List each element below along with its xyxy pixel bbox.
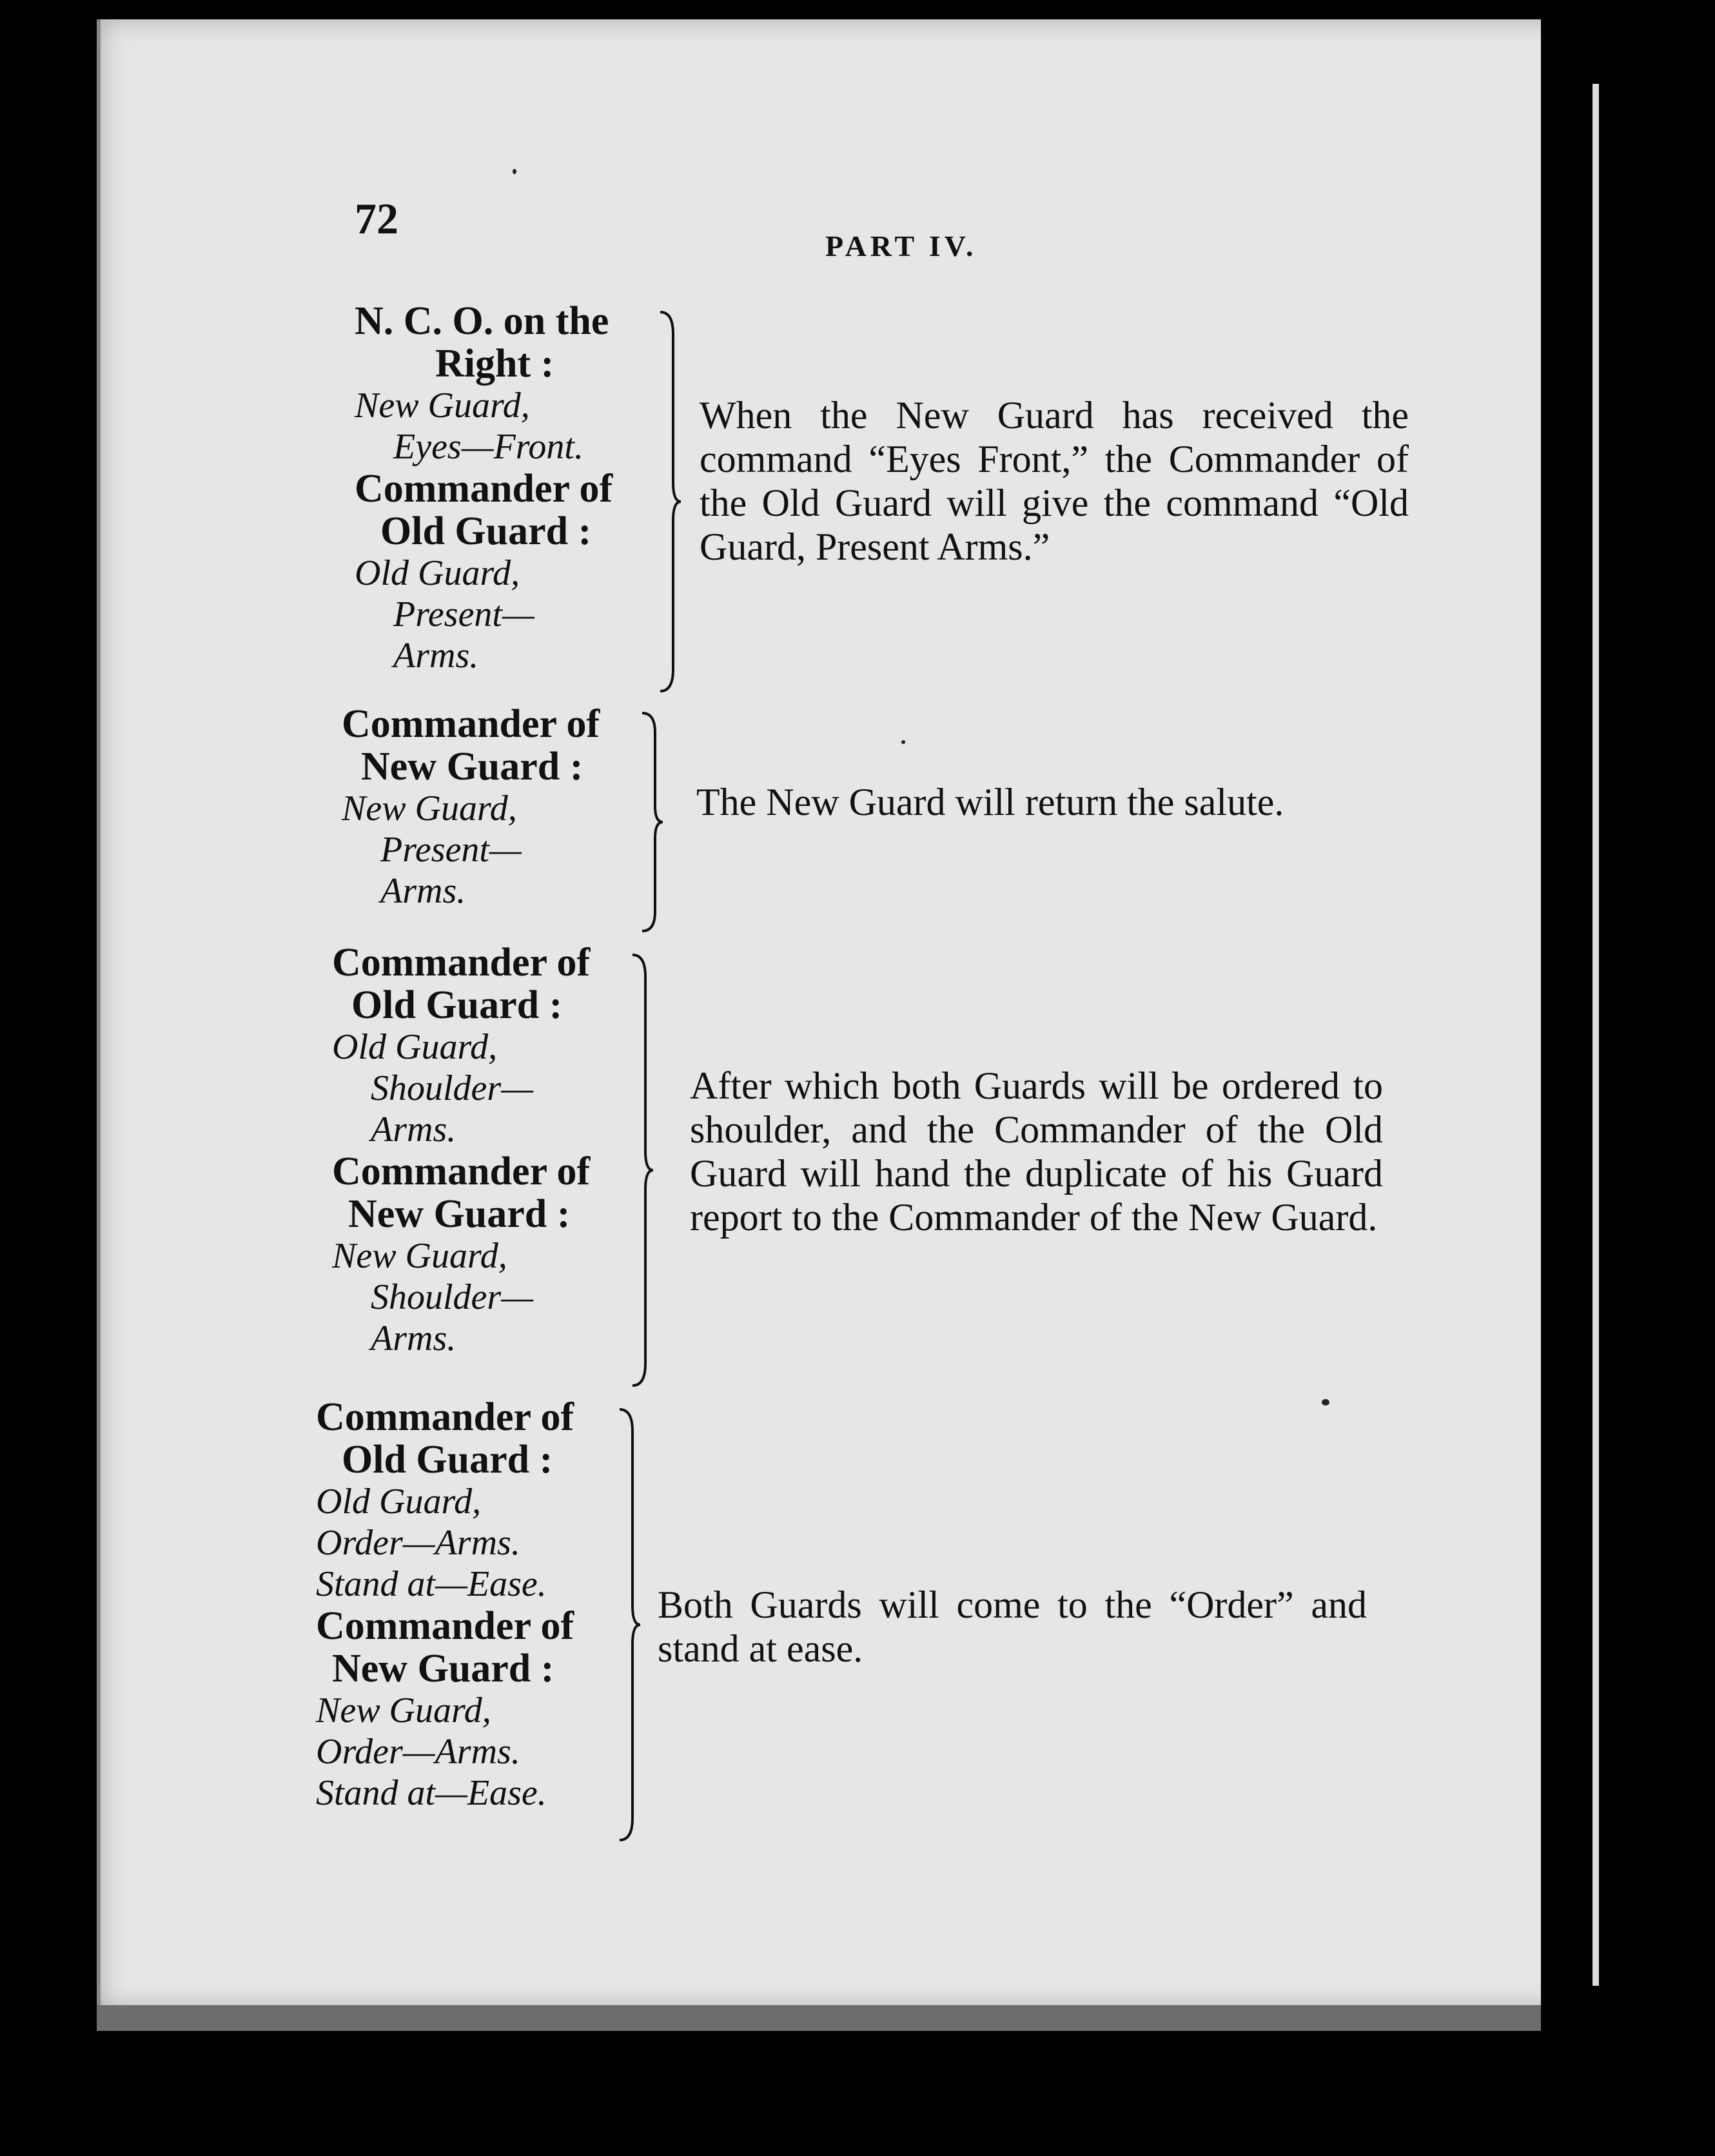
scan-speck	[901, 740, 905, 744]
section-3-brace	[629, 951, 648, 1389]
command-line: Commander of	[332, 941, 591, 985]
command-line: Shoulder—	[371, 1068, 533, 1108]
command-line: Commander of	[316, 1604, 574, 1648]
next-page-edge	[1592, 84, 1599, 1986]
command-line: Commander of	[332, 1150, 591, 1193]
section-1-description: When the New Guard has received the command “Eyes Front,” the Commander of the Old Guard will give the command “Old Guard, Present Arms.”	[700, 394, 1409, 568]
command-line: New Guard :	[332, 1647, 554, 1690]
section-4-description: Both Guards will come to the “Order” and stand at ease.	[658, 1583, 1367, 1670]
command-line: New Guard,	[332, 1236, 507, 1276]
command-line: Order—Arms.	[316, 1732, 520, 1772]
command-line: New Guard,	[355, 386, 530, 426]
command-line: Commander of	[316, 1395, 574, 1439]
command-line: Old Guard :	[351, 983, 563, 1027]
command-line: New Guard :	[361, 745, 583, 789]
command-line: N. C. O. on the	[355, 299, 609, 343]
command-line: New Guard,	[316, 1690, 491, 1730]
command-line: Present—	[393, 594, 534, 634]
gutter-right	[1541, 0, 1715, 2156]
command-line: Arms.	[393, 636, 479, 676]
section-3-description: After which both Guards will be ordered to shoulder, and the Commander of the Old Guard will hand the duplicate of his Guard report to the Commander of the New Guard.	[690, 1064, 1383, 1239]
command-line: Present—	[380, 830, 522, 870]
page-bottom-edge	[97, 2005, 1641, 2031]
command-line: Shoulder—	[371, 1277, 533, 1317]
section-2-description: The New Guard will return the salute.	[696, 781, 1284, 823]
command-line: Eyes—Front.	[393, 427, 583, 467]
section-3-commands	[332, 941, 667, 1359]
section-2-brace	[638, 709, 658, 935]
command-line: New Guard,	[342, 789, 517, 828]
section-4-commands	[316, 1396, 651, 1814]
page-number: 72	[355, 194, 398, 243]
command-line: New Guard :	[348, 1192, 571, 1236]
command-line: Arms.	[380, 871, 466, 911]
command-line: Arms.	[371, 1318, 456, 1358]
command-line: Right :	[435, 342, 554, 386]
scan-speck	[513, 169, 516, 174]
command-line: Old Guard,	[332, 1027, 498, 1067]
section-1-brace	[656, 308, 676, 695]
command-line: Stand at—Ease.	[316, 1564, 547, 1604]
section-2-commands	[342, 703, 677, 912]
command-line: Old Guard,	[316, 1482, 482, 1522]
command-line: Commander of	[342, 702, 600, 746]
command-line: Arms.	[371, 1110, 456, 1150]
command-line: Old Guard :	[342, 1438, 553, 1482]
command-line: Stand at—Ease.	[316, 1773, 547, 1813]
command-line: Old Guard,	[355, 553, 520, 593]
section-1-commands	[355, 300, 690, 676]
command-line: Commander of	[355, 467, 613, 511]
scan-speck	[1322, 1399, 1329, 1406]
running-head: PART IV.	[825, 230, 977, 262]
section-4-brace	[616, 1406, 635, 1844]
command-line: Order—Arms.	[316, 1523, 520, 1563]
command-line: Old Guard :	[380, 509, 592, 553]
